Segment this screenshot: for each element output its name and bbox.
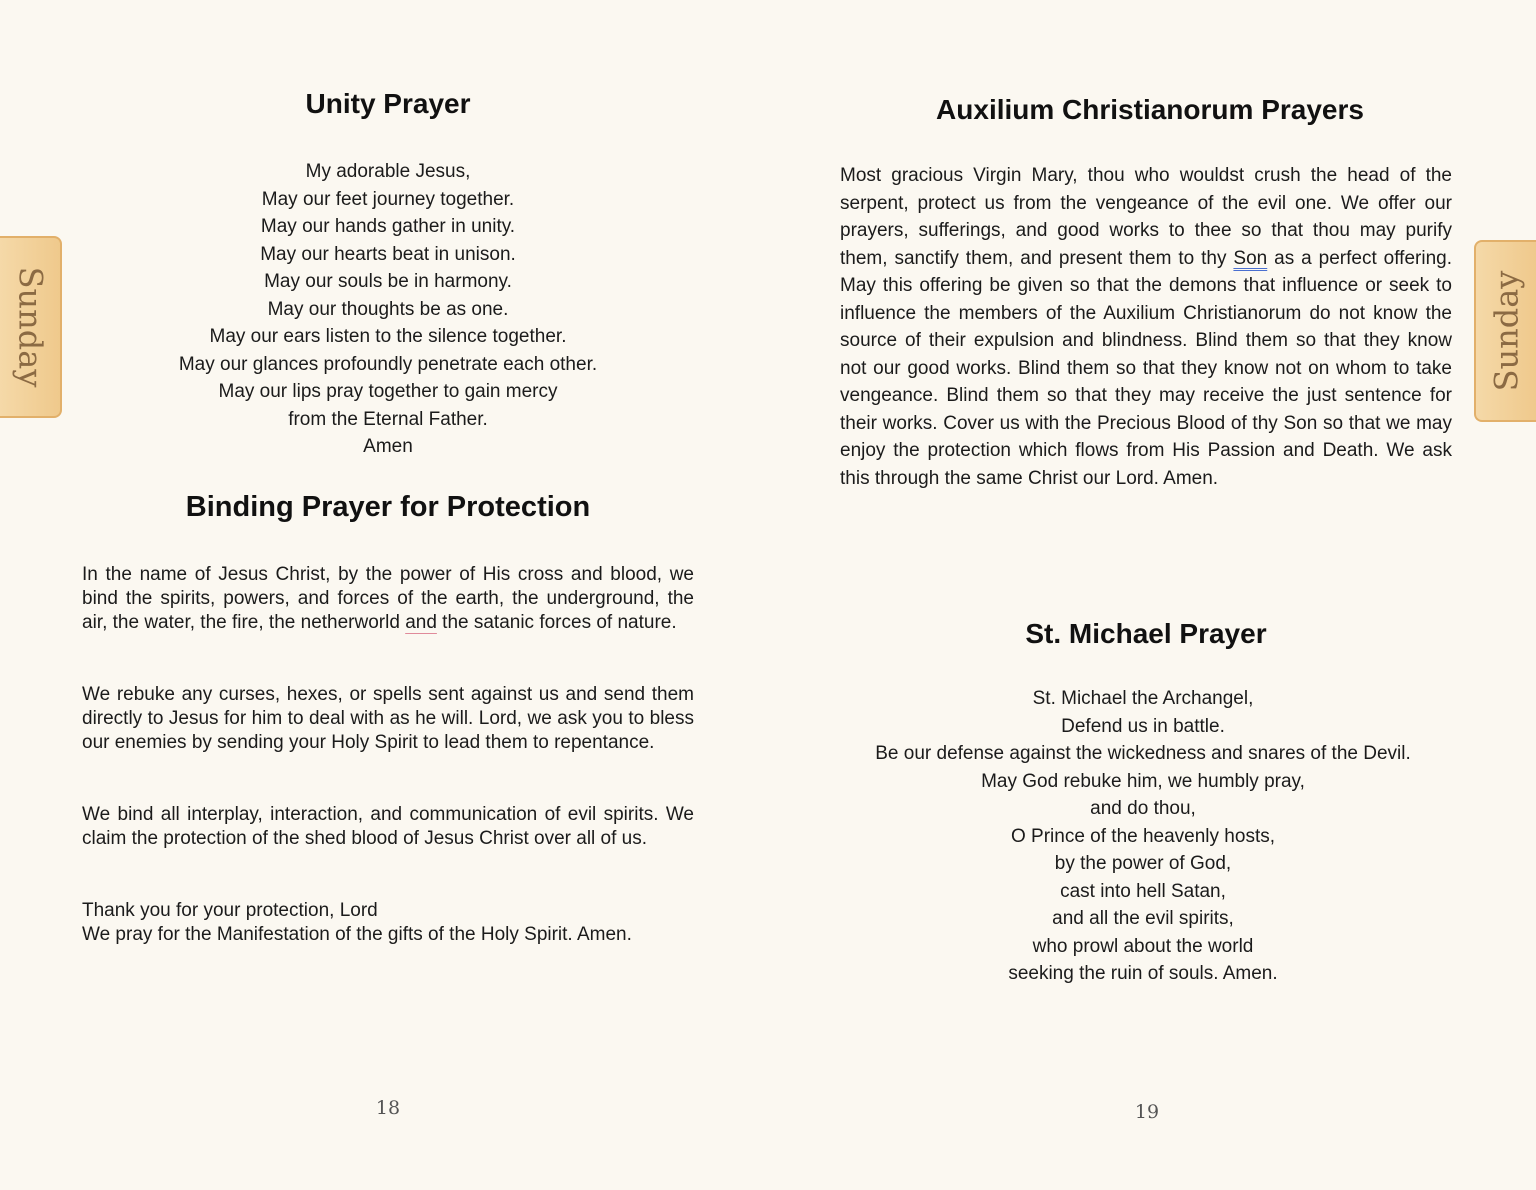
binding-paragraph-2: We rebuke any curses, hexes, or spells sent against us and send them directly to Jesus for him to deal with as he will. Lord, we ask you to bless our enemies by sending your Holy Spirit to lead them to repentance.: [82, 684, 694, 753]
prayer-line: May our souls be in harmony.: [264, 271, 512, 292]
prayer-line: May our thoughts be as one.: [267, 298, 509, 320]
prayer-line: and all the evil spirits,: [1052, 908, 1234, 929]
closing-line: Thank you for your protection, Lord: [82, 900, 378, 921]
prayer-line: from the Eternal Father.: [288, 408, 488, 430]
day-tab[interactable]: [1474, 240, 1536, 422]
binding-prayer-title: Binding Prayer for Protection: [185, 491, 591, 523]
prayer-line: and do thou,: [1090, 798, 1196, 819]
page-number: 18: [375, 1097, 401, 1119]
prayer-line: My adorable Jesus,: [305, 161, 471, 182]
prayer-line: May our glances profoundly penetrate each other.: [178, 353, 598, 375]
prayer-line: May our lips pray together to gain mercy: [218, 381, 558, 402]
prayer-line: May our hands gather in unity.: [260, 216, 516, 237]
right-page: [768, 0, 1536, 1190]
auxilium-prayer-title: Auxilium Christianorum Prayers: [936, 94, 1364, 125]
unity-prayer-text: [100, 158, 676, 461]
prayer-line: May our ears listen to the silence together.: [209, 326, 567, 347]
binding-paragraph-3: We bind all interplay, interaction, and communication of evil spirits. We claim the protection of the shed blood of Jesus Christ over all of us.: [82, 804, 694, 849]
spellcheck-underlined-word: Son: [1233, 247, 1268, 269]
prayer-line: Amen: [363, 436, 413, 457]
spellcheck-underlined-word: and: [405, 612, 437, 633]
prayer-line: Defend us in battle.: [1061, 715, 1225, 737]
prayer-line: May our feet journey together.: [261, 188, 515, 210]
prayer-line: by the power of God,: [1054, 853, 1232, 874]
day-tab[interactable]: [0, 236, 62, 418]
closing-line: We pray for the Manifestation of the gifts of the Holy Spirit. Amen.: [82, 924, 632, 945]
auxilium-prayer-text: Most gracious Virgin Mary, thou who wouldst crush the head of the serpent, protect us from the vengeance of the evil one. We offer our prayers, sufferings, and good works to thee so that thou may purify them, sanctify them, and present them to thy Son as a perfect offering. May this offering be given so that the demons that influence or seek to influence the members of the Auxilium Christianorum do not know the source of their expulsion and blindness. Blind them so that they know not our good works. Blind them so that they know not on whom to take vengeance. Blind them so that they may receive the just sentence for their works. Cover us with the Precious Blood of thy Son so that we may enjoy the protection which flows from His Passion and Death. We ask this through the same Christ our Lord. Amen.: [840, 165, 1452, 489]
prayer-line: May our hearts beat in unison.: [260, 243, 516, 265]
prayer-line: who prowl about the world: [1032, 935, 1254, 957]
prayer-line: Be our defense against the wickedness and snares of the Devil.: [875, 743, 1411, 764]
binding-paragraph-4: [82, 899, 694, 947]
page-number: 19: [1134, 1101, 1160, 1123]
st-michael-prayer-title: St. Michael Prayer: [1025, 618, 1267, 649]
prayer-line: cast into hell Satan,: [1060, 880, 1226, 902]
prayer-line: May God rebuke him, we humbly pray,: [981, 770, 1305, 792]
binding-paragraph-1: In the name of Jesus Christ, by the power of His cross and blood, we bind the spirits, powers, and forces of the earth, the underground, the air, the water, the fire, the netherworld and the satanic forces of nature.: [82, 564, 694, 633]
prayer-line: St. Michael the Archangel,: [1032, 688, 1254, 709]
day-tab-label: Sunday: [1487, 270, 1525, 392]
unity-prayer-title: Unity Prayer: [305, 88, 471, 119]
prayer-line: seeking the ruin of souls. Amen.: [1008, 963, 1278, 984]
st-michael-prayer-text: [838, 685, 1448, 988]
prayer-line: O Prince of the heavenly hosts,: [1010, 825, 1276, 847]
day-tab-label: Sunday: [11, 266, 49, 388]
